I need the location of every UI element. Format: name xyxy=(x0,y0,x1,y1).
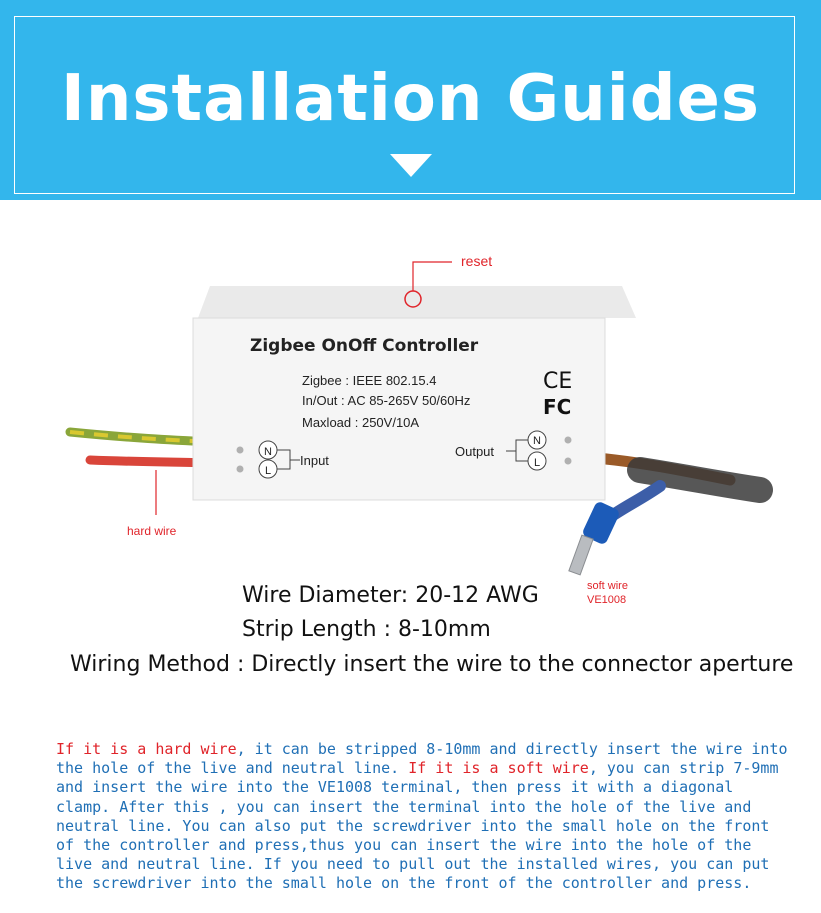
down-arrow-icon xyxy=(390,154,432,177)
left-wires xyxy=(70,432,214,463)
soft-wire-text: , you can strip 7-9mm and insert the wire into the VE1008 terminal, then press it with a diagonal clamp. After this , you can insert the terminal into the hole of the live and neutral line. You can also put the screwdriver into the small hole on the front of the controller and press,thus you can insert the wire into the hole of the live and neutral line. If you need to pull out the installed wires, you can put the screwdriver into the small hole on the front of the controller and press. xyxy=(56,759,779,893)
input-label: Input xyxy=(300,453,329,468)
spec-line-maxload: Maxload : 250V/10A xyxy=(302,415,420,430)
soft-wire-callout: soft wire xyxy=(587,580,628,592)
hard-wire-callout: hard wire xyxy=(127,524,177,538)
controller-diagram xyxy=(0,200,821,620)
hard-wire-text: , it can be stripped 8-10mm and directly insert the wire into the hole of the live and neutral line. xyxy=(56,740,788,778)
output-label: Output xyxy=(455,444,495,459)
hard-wire-highlight: If it is a hard wire xyxy=(56,740,237,758)
wiring-method-text: Wiring Method : Directly insert the wire to the connector aperture xyxy=(70,652,794,677)
reset-callout: reset xyxy=(461,253,493,269)
spec-line-inout: In/Out : AC 85-265V 50/60Hz xyxy=(302,393,471,408)
soft-wire-highlight: If it is a soft wire xyxy=(408,759,589,778)
input-n-label: N xyxy=(264,446,272,458)
header-banner xyxy=(0,0,821,200)
spec-line-zigbee: Zigbee : IEEE 802.15.4 xyxy=(302,373,437,388)
output-n-label: N xyxy=(533,435,541,447)
fc-mark-icon: FC xyxy=(543,395,572,419)
strip-length-text: Strip Length : 8-10mm xyxy=(242,617,491,642)
ve1008-ferrule xyxy=(569,500,621,575)
page-title: Installation Guides xyxy=(61,62,760,136)
output-l-label: L xyxy=(534,457,541,469)
right-wires xyxy=(596,458,760,520)
device-title: Zigbee OnOff Controller xyxy=(250,336,479,356)
soft-wire-model: VE1008 xyxy=(587,594,627,606)
input-l-label: L xyxy=(265,465,272,477)
wire-diameter-text: Wire Diameter: 20-12 AWG xyxy=(242,583,539,608)
ce-mark-icon: CE xyxy=(543,369,573,394)
installation-instructions xyxy=(56,740,796,894)
